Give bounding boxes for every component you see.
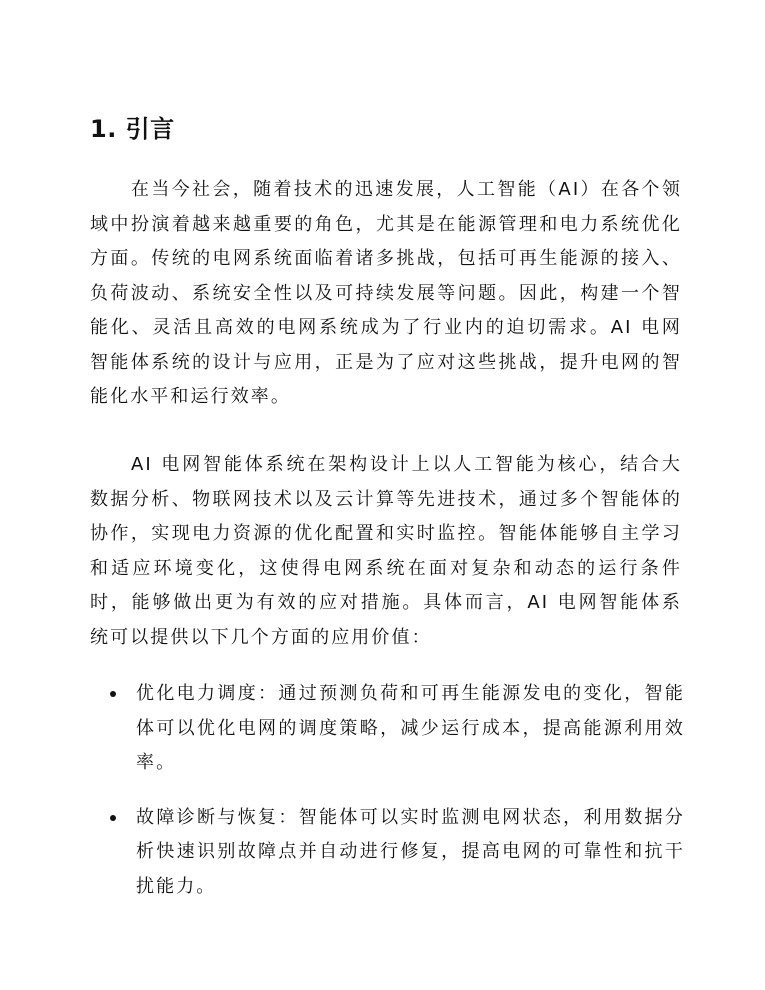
intro-paragraph-1: 在当今社会，随着技术的迅速发展，人工智能（AI）在各个领域中扮演着越来越重要的角色，尤其是在能源管理和电力系统优化方面。传统的电网系统面临着诸多挑战，包括可再生能源的接入、负荷波动、系统安全性以及可持续发展等问题。因此，构建一个智能化、灵活且高效的电网系统成为了行业内的迫切需求。AI 电网智能体系统的设计与应用，正是为了应对这些挑战，提升电网的智能化水平和运行效率。 <box>90 179 682 407</box>
intro-paragraph-2: AI 电网智能体系统在架构设计上以人工智能为核心，结合大数据分析、物联网技术以及云计算等先进技术，通过多个智能体的协作，实现电力资源的优化配置和实时监控。智能体能够自主学习和适应环境变化，这使得电网系统在面对复杂和动态的运行条件时，能够做出更为有效的应对措施。具体而言，AI 电网智能体系统可以提供以下几个方面的应用价值： <box>90 454 682 648</box>
list-item-fault-diagnosis <box>110 801 685 905</box>
list-item-text: 故障诊断与恢复：智能体可以实时监测电网状态，利用数据分析快速识别故障点并自动进行修复，提高电网的可靠性和抗干扰能力。 <box>136 806 685 897</box>
application-value-list <box>110 677 685 924</box>
list-item-text: 优化电力调度：通过预测负荷和可再生能源发电的变化，智能体可以优化电网的调度策略，减少运行成本，提高能源利用效率。 <box>136 683 685 773</box>
bullet-icon <box>110 691 116 697</box>
section-heading: 1. 引言 <box>90 115 175 143</box>
list-item-dispatch-optimization <box>110 677 685 781</box>
bullet-icon <box>110 815 116 821</box>
